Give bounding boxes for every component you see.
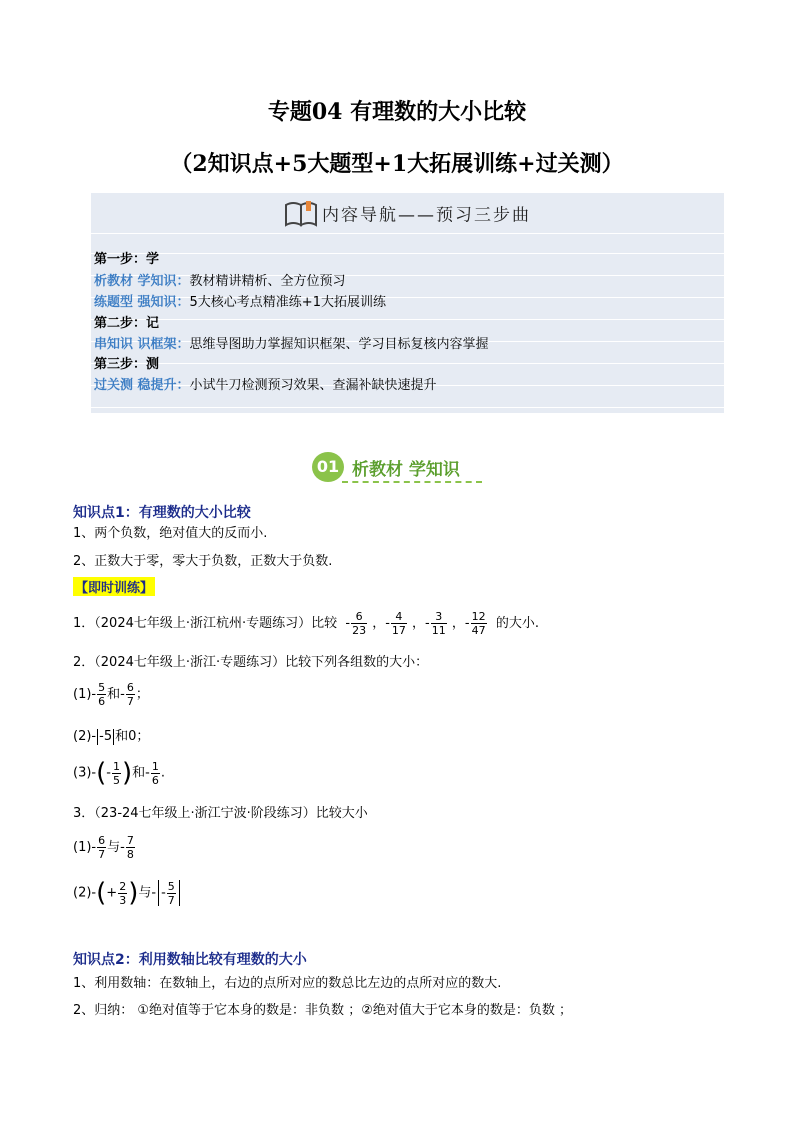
nav-header [91,199,724,227]
kp2-line-2: 2、归纳： ①绝对值等于它本身的数是：非负数 ；②绝对值大于它本身的数是：负数 ； [73,1003,572,1018]
line3-text: 思维导图助力掌握知识框架、学习目标复核内容掌握 [189,337,489,352]
q1-fraction-1: $\frac{6}{23}$ [352,610,367,637]
question-3: 3．（23-24七年级上·浙江宁波·阶段练习）比较大小 [73,806,368,821]
line1-label: 析教材 学知识： [94,274,190,289]
q2-part-2: (2)- -5 和0； [73,729,150,744]
q1-prefix: 1．（2024七年级上·浙江杭州·专题练习）比较 [73,616,338,631]
line2-text: 5大核心考点精准练+1大拓展训练 [189,295,386,310]
step-3: 第三步：测 [94,357,160,372]
question-1: 1．（2024七年级上·浙江杭州·专题练习）比较 - $\frac{6}{23}$ ，- $\frac{4}{17}$ ，- $\frac{3}{11}$ ，- $\frac{12}{47}$ 的大小. [73,610,539,637]
page-title: 专题04 有理数的大小比较 [267,99,527,125]
q1-fraction-4: $\frac{12}{47}$ [471,610,486,637]
line4-label: 过关测 稳提升： [94,378,190,393]
kp1-line-1: 1、两个负数，绝对值大的反而小. [73,526,268,541]
step-1: 第一步：学 [94,252,160,267]
line2-label: 练题型 强知识： [94,295,190,310]
kp2-line-1: 1、利用数轴：在数轴上，右边的点所对应的数总比左边的点所对应的数大. [73,976,502,991]
knowledge-point-2-title: 知识点2：利用数轴比较有理数的大小 [73,952,307,968]
q1-suffix: 的大小. [495,616,539,631]
line1-text: 教材精讲精析、全方位预习 [189,274,346,289]
content-navigation-box [91,193,724,413]
kp1-line-2: 2、正数大于零，零大于负数，正数大于负数. [73,554,333,569]
q1-fraction-3: $\frac{3}{11}$ [431,610,446,637]
line3-label: 串知识 识框架： [94,337,190,352]
step-2: 第二步：记 [94,316,160,331]
nav-header-text: 内容导航——预习三步曲 [322,205,531,226]
q3-part-1: (1)- $\frac{6}{7}$ 与- $\frac{7}{8}$ [73,834,134,861]
question-2: 2．（2024七年级上·浙江·专题练习）比较下列各组数的大小： [73,655,429,670]
q3-part-2: (2)-(+ $\frac{2}{3}$ )与- - $\frac{5}{7}$ [73,878,182,908]
section-title: 析教材 学知识 [352,460,460,480]
line4-text: 小试牛刀检测预习效果、查漏补缺快速提升 [189,378,437,393]
page-subtitle: （2知识点+5大题型+1大拓展训练+过关测） [170,151,624,177]
q2-part-3: (3)-(- $\frac{1}{5}$ )和- $\frac{1}{6}$ . [73,758,165,788]
section-divider [342,481,482,483]
q2-part-1: (1)- $\frac{5}{6}$ 和- $\frac{6}{7}$ ； [73,681,149,708]
instant-training-label: 【即时训练】 [73,577,155,596]
knowledge-point-1-title: 知识点1：有理数的大小比较 [73,505,251,521]
q1-fraction-2: $\frac{4}{17}$ [391,610,406,637]
section-number-badge: 01 [312,452,344,482]
book-icon [284,199,318,232]
